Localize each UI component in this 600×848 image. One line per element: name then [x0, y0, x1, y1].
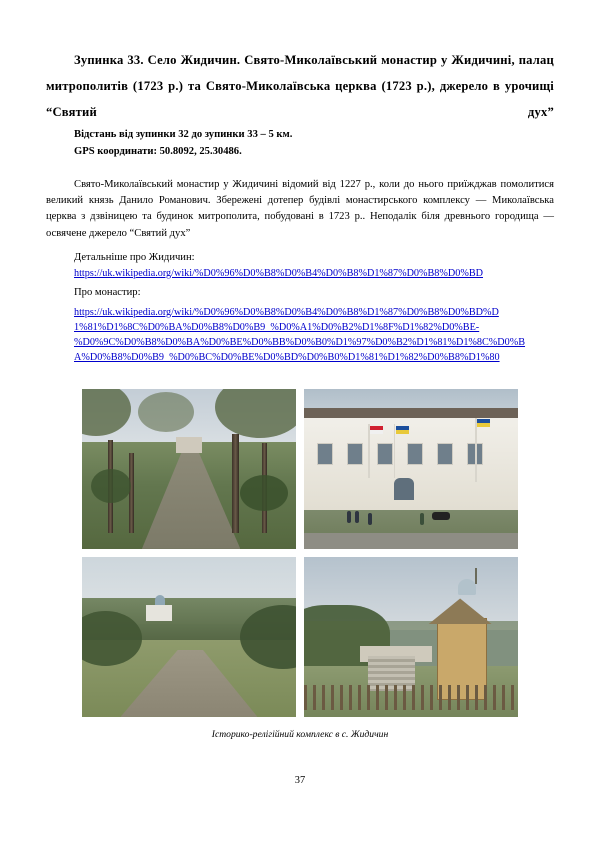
distant-building — [176, 437, 202, 453]
tree-trunk — [129, 453, 134, 533]
person — [355, 511, 359, 523]
distance-line: Відстань від зупинки 32 до зупинки 33 – 5 км. — [74, 129, 293, 141]
wooden-fence — [304, 685, 518, 711]
car — [432, 512, 450, 520]
person — [420, 513, 424, 525]
wooden-bell-tower-photo — [304, 557, 518, 717]
flag — [370, 426, 383, 434]
detail-label: Детальніше про Жидичин: — [74, 251, 195, 263]
photo-gallery — [46, 389, 554, 717]
person — [368, 513, 372, 525]
flag — [396, 426, 409, 434]
cross-icon — [475, 568, 477, 584]
monastery-link-line-3[interactable]: %D0%9C%D0%B8%D0%BA%D0%BE%D0%BB%D0%B0%D1%97%D0%B2%D1%81%D1%8C%D0%B — [74, 336, 526, 348]
window — [407, 443, 423, 465]
road — [304, 533, 518, 549]
person — [347, 511, 351, 523]
tree-trunk — [232, 434, 239, 533]
body-paragraph: Свято-Миколаївський монастир у Жидичині відомий від 1227 р., коли до нього приїжджав помолитися великий князь Данило Романович. Збережені дотепер будівлі монастирського комплексу — Миколаївська церква з дзвіницею та будинок митрополита, побудовані в 1723 р.. Неподалік біля древнього городища — освячене джерело “Святий дух” — [46, 179, 554, 239]
village-path-photo — [82, 557, 296, 717]
monastery-building-photo — [304, 389, 518, 549]
gps-coordinates-line: GPS координати: 50.8092, 25.30486. — [74, 145, 242, 157]
window — [437, 443, 453, 465]
flag-pole — [475, 418, 477, 482]
photo-caption: Історико-релігійний комплекс в с. Жидичин — [211, 728, 389, 740]
photo-row-top — [82, 389, 518, 549]
park-path-photo — [82, 389, 296, 549]
window — [377, 443, 393, 465]
bush — [91, 469, 131, 503]
church-building — [146, 605, 172, 621]
window — [317, 443, 333, 465]
church-dome — [155, 595, 165, 605]
page-number: 37 — [294, 775, 306, 786]
monastery-link-line-4[interactable]: A%D0%B8%D0%B9_%D0%BC%D0%BE%D0%BD%D0%B0%D1%81%D1%82%D0%B8%D1%80 — [74, 351, 500, 363]
wikipedia-monastery-link[interactable] — [46, 305, 554, 365]
about-monastery-label: Про монастир: — [74, 286, 141, 298]
bell-tower-cupola — [458, 579, 476, 595]
entrance-arch — [394, 478, 414, 500]
page-title: Зупинка 33. Село Жидичин. Свято-Миколаївський монастир у Жидичині, палац митрополитів (1723 р.) та Свято-Миколаївська церква (1723 р.), джерело в урочищі “Святий дух” — [46, 53, 554, 119]
photo-row-bottom — [82, 557, 518, 717]
wikipedia-zhydychyn-link[interactable]: https://uk.wikipedia.org/wiki/%D0%96%D0%B8%D0%B4%D0%B8%D1%87%D0%B8%D0%BD — [74, 267, 483, 279]
monastery-link-line-1[interactable]: https://uk.wikipedia.org/wiki/%D0%96%D0%B8%D0%B4%D0%B8%D1%87%D0%B8%D0%BD%D — [74, 306, 499, 318]
monastery-link-line-2[interactable]: 1%81%D1%8C%D0%BA%D0%B8%D0%B9_%D0%A1%D0%B2%D1%8F%D1%82%D0%BE- — [74, 321, 480, 333]
window — [347, 443, 363, 465]
flag — [477, 419, 490, 427]
tree-canopy — [138, 392, 194, 432]
